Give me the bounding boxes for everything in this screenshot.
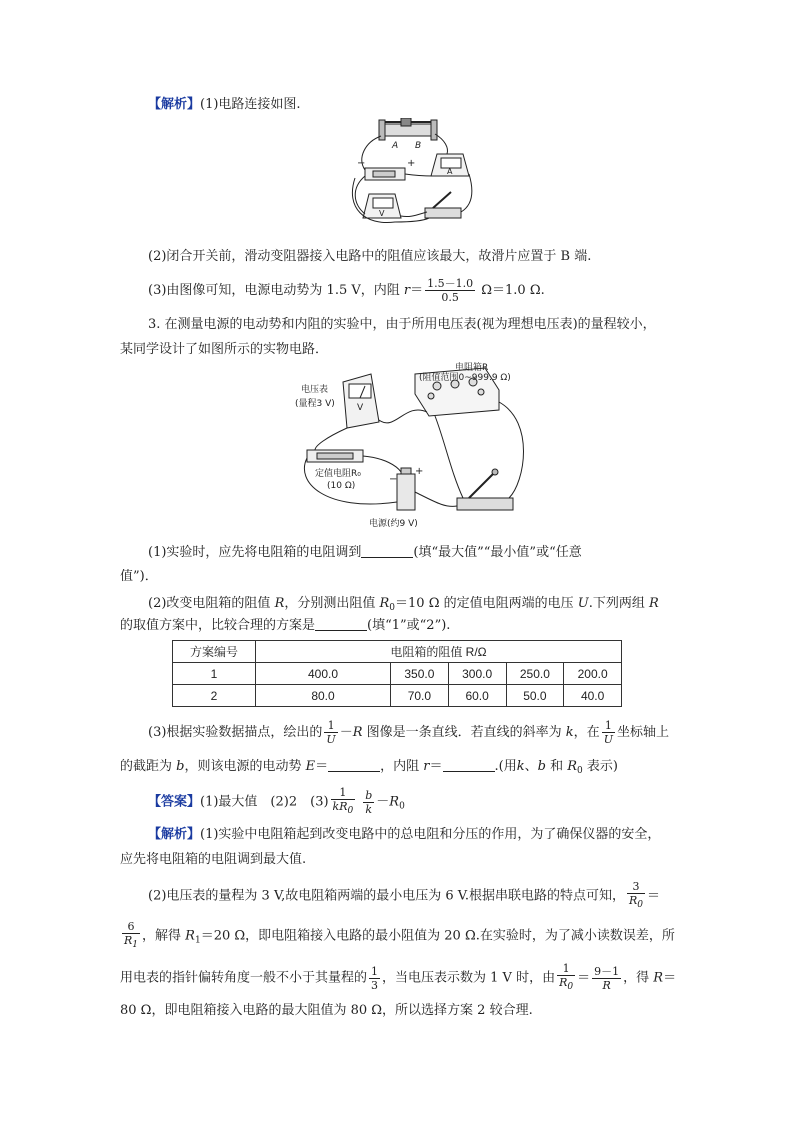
answer-blank-emf[interactable] [328, 759, 380, 772]
subquestion-3-line-1: (3)根据实验数据描点，绘出的 $\frac{1}{U}$ －R 图像是一条直线．若直线的斜率为 k，在 $\frac{1}{U}$ 坐标轴上 [148, 719, 669, 746]
switch [425, 208, 461, 218]
answer-blank-2[interactable] [315, 618, 367, 631]
voltmeter-label: 电压表 [301, 385, 329, 395]
subquestion-1-line-1: (1)实验时，应先将电阻箱的电阻调到 (填“最大值”“最小值”或“任意 [148, 545, 582, 560]
analysis-line-2: (2)闭合开关前，滑动变阻器接入电路中的阻值应该最大，故滑片应置于 B 端. [148, 249, 592, 264]
question-3-line-2: 某同学设计了如图所示的实物电路． [120, 342, 329, 357]
rheostat-slider [401, 118, 411, 126]
subquestion-3-line-2: 的截距为 b，则该电源的电动势 E＝ ，内阻 r＝ .(用k、b 和 $R_0$ 表示) [120, 759, 618, 776]
battery-label: 电源(约9 V) [369, 519, 418, 529]
answer-tag: 【答案】 [148, 794, 201, 810]
explanation-line-3: (2)电压表的量程为 3 V,故电阻箱两端的最小电压为 6 V.根据串联电路的特点可知， $\frac{3}{R_0}$ ＝ [148, 880, 661, 910]
table-row: 1 400.0 350.0 300.0 250.0 200.0 [173, 663, 622, 685]
explanation-line-5: 用电表的指针偏转角度一般不小于其量程的 $\frac{1}{3}$ ，当电压表示数为 1 V 时，由 $\frac{1}{R_0}$ ＝ $\frac{9-1}{R}$ ，得 R＝ [120, 962, 677, 992]
battery-plus: + [415, 466, 424, 477]
label-voltmeter: V [379, 209, 385, 218]
subquestion-2-line-2: 的取值方案中，比较合理的方案是 (填“1”或“2”). [120, 618, 451, 633]
answer-blank-1[interactable] [361, 545, 413, 558]
analysis-line-1 [148, 96, 301, 114]
battery-9v [397, 474, 415, 510]
analysis-tag: 【解析】 [148, 97, 201, 112]
battery-minus: − [389, 474, 398, 485]
label-plus: + [407, 158, 416, 169]
resistance-box-label: 电阻箱R [455, 363, 489, 373]
label-minus: − [357, 158, 366, 169]
circuit-figure-1 [345, 118, 475, 230]
answer-blank-resistance[interactable] [443, 759, 495, 772]
explanation-line-6: 80 Ω，即电阻箱接入电路的最大阻值为 80 Ω，所以选择方案 2 较合理. [120, 1003, 533, 1018]
voltmeter-range: (量程3 V) [295, 399, 335, 409]
subquestion-2-line-1: (2)改变电阻箱的阻值 R，分别测出阻值 $R_0=10$ Ω 的定值电阻两端的电压 U.下列两组 R [148, 596, 659, 613]
explanation-line-4: $\frac{6}{R_1}$ ，解得 $R_1=20$ Ω，即电阻箱接入电路的最小阻值为 20 Ω.在实验时，为了减小读数误差，所 [124, 920, 675, 950]
analysis-line-3: (3)由图像可知，电源电动势为 1.5 V，内阻 r＝ $\frac{1.5-1.0}{0.5}$ Ω＝1.0 Ω. [148, 277, 545, 304]
voltmeter-device [343, 374, 379, 428]
label-ammeter: A [447, 167, 453, 176]
table-row: 2 80.0 70.0 60.0 50.0 40.0 [173, 685, 622, 707]
question-3-line-1: 3. 在测量电源的电动势和内阻的实验中，由于所用电压表(视为理想电压表)的量程较小， [148, 317, 656, 332]
answer-line: 【答案】(1)最大值 (2)2 (3) $\frac{1}{kR_0}$ $\frac{b}{k}$ $-R_0$ [148, 786, 405, 816]
circuit-figure-2 [285, 362, 535, 530]
plan-table [172, 640, 622, 707]
label-b: B [415, 141, 422, 151]
fraction-internal-resistance: $\frac{1.5-1.0}{0.5}$ [427, 277, 474, 304]
explanation-line-1: 【解析】(1)实验中电阻箱起到改变电路中的总电阻和分压的作用，为了确保仪器的安全， [148, 827, 661, 842]
subquestion-1-line-2: 值”)． [120, 569, 158, 584]
switch-2 [457, 498, 513, 510]
explanation-line-2: 应先将电阻箱的电阻调到最大值. [120, 852, 307, 867]
fixed-resistor-value: (10 Ω) [327, 481, 356, 491]
table-header-id: 方案编号 [173, 641, 256, 663]
label-a: A [392, 141, 399, 151]
resistance-box-range: (阻值范围0~999.9 Ω) [419, 373, 511, 383]
fixed-resistor-label: 定值电阻R₀ [315, 469, 361, 479]
table-header-row [173, 641, 622, 663]
voltmeter-letter: V [357, 403, 364, 413]
analysis-text-1: (1)电路连接如图. [200, 97, 301, 112]
table-header-values: 电阻箱的阻值 R/Ω [256, 641, 622, 663]
